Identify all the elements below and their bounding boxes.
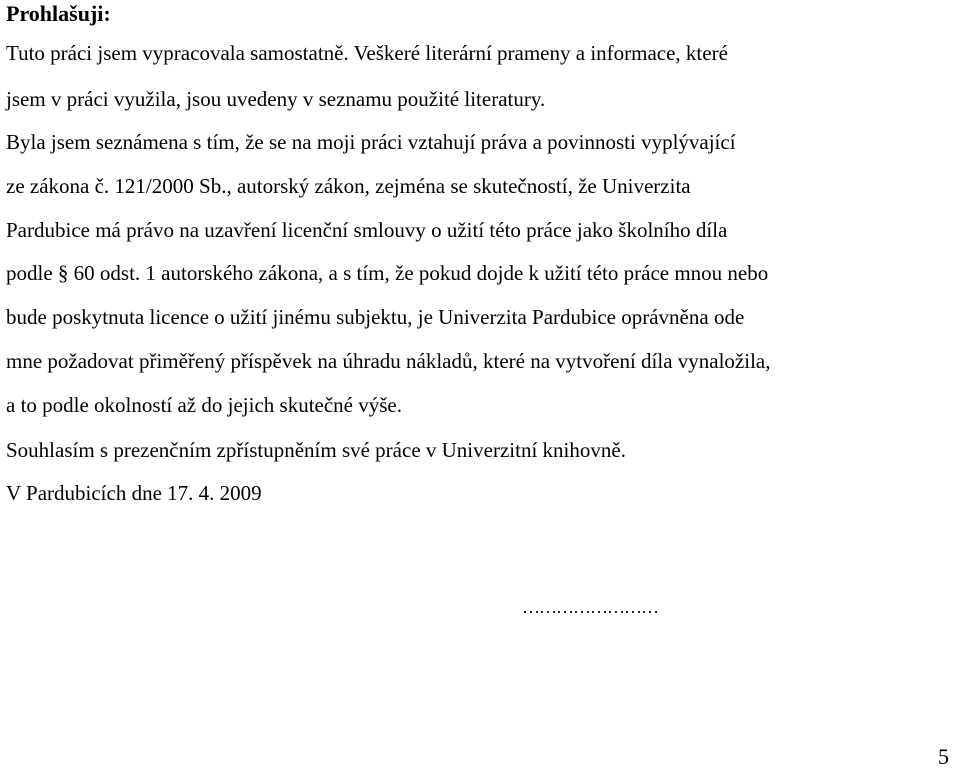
paragraph-line-9: a to podle okolností až do jejich skutečné výše. — [6, 393, 402, 417]
place-and-date-line: V Pardubicích dne 17. 4. 2009 — [6, 481, 262, 505]
declaration-heading: Prohlašuji: — [6, 1, 111, 26]
paragraph-line-6: podle § 60 odst. 1 autorského zákona, a s tím, že pokud dojde k užití této práce mnou nebo — [6, 261, 769, 285]
signature-placeholder: …………………… — [522, 597, 658, 617]
paragraph-line-4: ze zákona č. 121/2000 Sb., autorský zákon, zejména se skutečností, že Univerzita — [6, 174, 691, 198]
page-number: 5 — [938, 744, 949, 769]
paragraph-line-2: jsem v práci využila, jsou uvedeny v seznamu použité literatury. — [6, 87, 546, 111]
paragraph-line-5: Pardubice má právo na uzavření licenční smlouvy o užití této práce jako školního díla — [6, 218, 728, 242]
paragraph-line-3: Byla jsem seznámena s tím, že se na moji práci vztahují práva a povinnosti vyplývající — [6, 130, 736, 154]
paragraph-line-8: mne požadovat přiměřený příspěvek na úhradu nákladů, které na vytvoření díla vynaložila, — [6, 349, 771, 373]
consent-line: Souhlasím s prezenčním zpřístupněním své práce v Univerzitní knihovně. — [6, 438, 626, 462]
paragraph-line-1: Tuto práci jsem vypracovala samostatně. Veškeré literární prameny a informace, které — [6, 41, 728, 65]
paragraph-line-7: bude poskytnuta licence o užití jinému subjektu, je Univerzita Pardubice oprávněna ode — [6, 305, 745, 329]
